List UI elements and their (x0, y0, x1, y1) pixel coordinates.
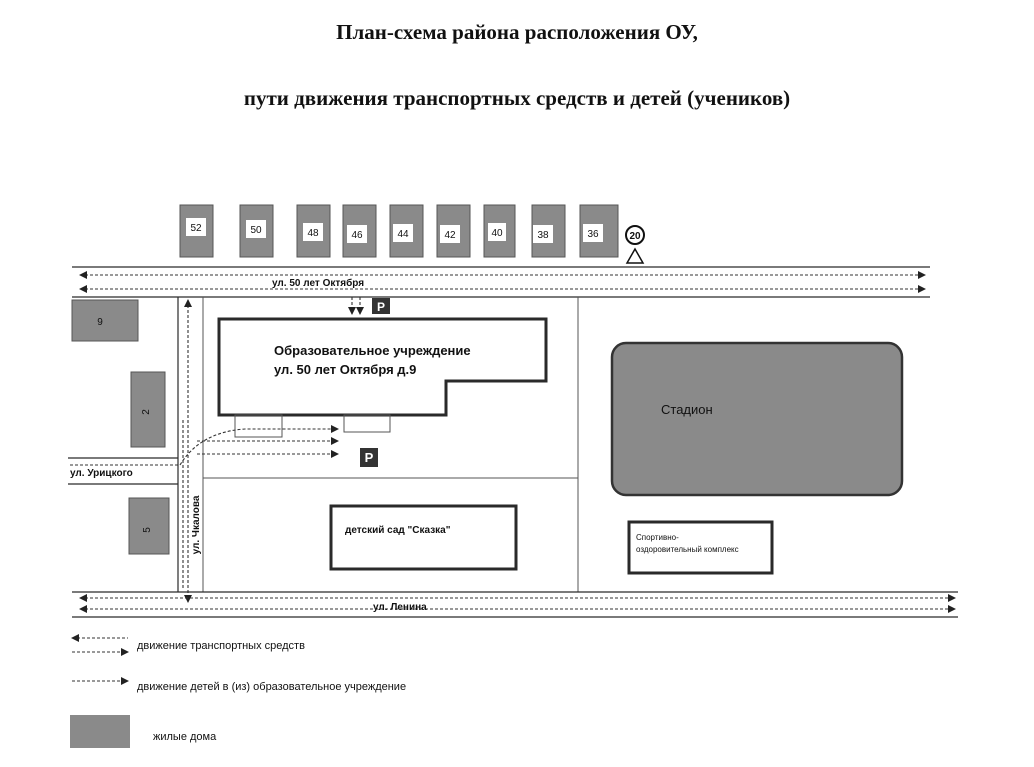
street-label: ул. Урицкого (70, 468, 133, 479)
legend-houses-label: жилые дома (153, 731, 217, 743)
house-number: 46 (351, 230, 363, 241)
child-route (70, 429, 338, 465)
school-entrance (344, 415, 390, 432)
house-number: 48 (307, 228, 319, 239)
house-46 (343, 205, 376, 257)
house-2 (131, 372, 165, 447)
house-5 (129, 498, 169, 554)
house-36 (580, 205, 618, 257)
house-48 (297, 205, 330, 257)
legend-house-swatch (70, 715, 130, 748)
school-entrance (235, 415, 282, 437)
house-42 (437, 205, 470, 257)
street-label: ул. Ленина (373, 602, 427, 613)
stadium-label: Стадион (661, 402, 713, 417)
street-label: ул. Чкалова (191, 495, 202, 555)
house-44 (390, 205, 423, 257)
house-number: 44 (397, 229, 409, 240)
house-38 (532, 205, 565, 257)
house-block (72, 300, 138, 341)
kindergarten-building (331, 506, 516, 569)
title-line-1: План-схема района расположения ОУ, (336, 20, 698, 44)
house-number: 50 (250, 225, 262, 236)
legend (70, 638, 406, 748)
house-number: 9 (97, 317, 103, 328)
house-number: 52 (190, 223, 202, 234)
house-40 (484, 205, 515, 257)
house-number: 40 (491, 228, 503, 239)
warning-triangle-icon (627, 249, 643, 263)
legend-vehicles-label: движение транспортных средств (137, 640, 305, 652)
houses-top-row (180, 205, 618, 257)
parking-icon (372, 298, 390, 314)
title-line-2: пути движения транспортных средств и детей (учеников) (243, 86, 791, 110)
house-52 (180, 205, 213, 257)
house-number: 36 (587, 229, 599, 240)
speed-limit-sign-icon (626, 226, 644, 244)
house-block (129, 498, 169, 554)
house-50 (240, 205, 273, 257)
house-number: 5 (142, 527, 153, 533)
parking-icon (360, 448, 378, 467)
parking-label: P (376, 300, 386, 314)
sports-complex-name-line-1: Спортивно- (636, 533, 679, 542)
street-label: ул. 50 лет Октября (272, 278, 365, 289)
street-50-let-oktyabrya (72, 267, 930, 297)
street-uritskogo (68, 458, 178, 484)
school-name: Образовательное учреждение (274, 343, 471, 358)
street-chkalova (178, 297, 202, 602)
house-number: 42 (444, 230, 456, 241)
kindergarten-name: детский сад "Сказка" (345, 525, 451, 536)
parking-label: P (364, 450, 374, 465)
house-9 (72, 300, 138, 341)
speed-limit-value: 20 (629, 231, 641, 242)
legend-children-label: движение детей в (из) образовательное учреждение (137, 681, 407, 693)
sports-complex-name-line-2: оздоровительный комплекс (636, 545, 739, 554)
house-number: 38 (537, 230, 549, 241)
stadium (612, 343, 902, 495)
school-address: ул. 50 лет Октября д.9 (274, 362, 417, 377)
street-lenina (72, 592, 958, 617)
house-number: 2 (141, 409, 152, 415)
